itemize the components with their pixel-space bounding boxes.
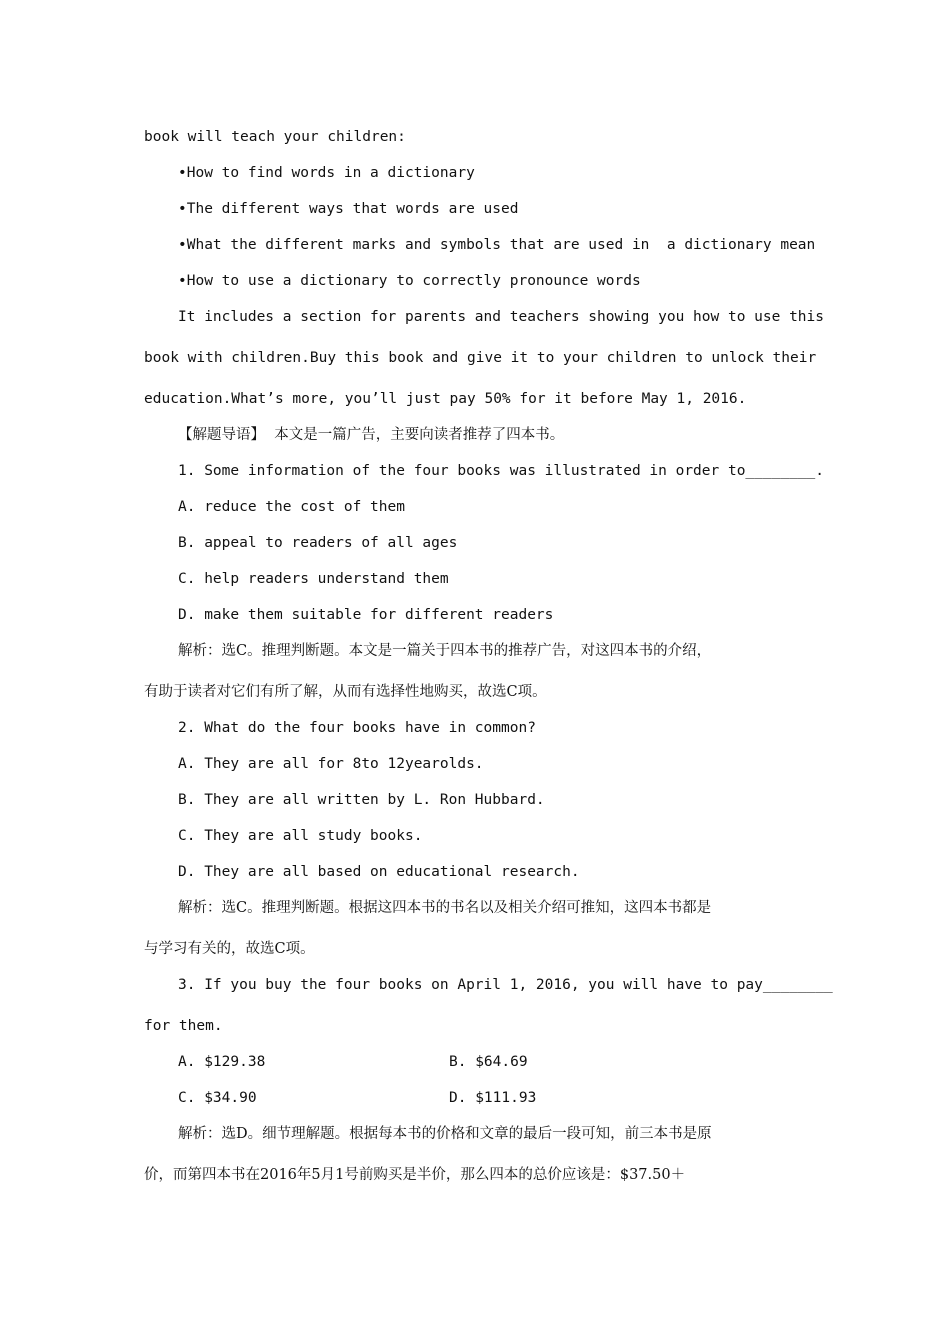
explanation-text: 解析：选C。推理判断题。本文是一篇关于四本书的推荐广告，对这四本书的介绍， (178, 643, 712, 659)
answer-option: D. They are all based on educational research. (178, 864, 580, 880)
bullet-item: •What the different marks and symbols that are used in a dictionary mean (178, 237, 816, 253)
bullet-item: •How to use a dictionary to correctly pronounce words (178, 273, 641, 289)
bullet-item: •How to find words in a dictionary (178, 165, 475, 181)
question-text: 3. If you buy the four books on April 1, 2016, you will have to pay________ (178, 977, 833, 993)
text-line: education.What’s more, you’ll just pay 50% for it before May 1, 2016. (144, 391, 747, 407)
explanation-text: 价，而第四本书在2016年5月1号前购买是半价，那么四本的总价应该是：$37.50＋ (144, 1167, 686, 1183)
text-line: It includes a section for parents and teachers showing you how to use this (178, 309, 825, 325)
explanation-text: 与学习有关的，故选C项。 (144, 941, 315, 957)
explanation-text: 解析：选C。推理判断题。根据这四本书的书名以及相关介绍可推知，这四本书都是 (178, 900, 712, 916)
answer-option: B. They are all written by L. Ron Hubbard. (178, 792, 545, 808)
answer-option: A. reduce the cost of them (178, 499, 405, 515)
answer-option: C. They are all study books. (178, 828, 423, 844)
answer-option: D. make them suitable for different readers (178, 607, 554, 623)
answer-option: B. $64.69 (449, 1054, 528, 1070)
answer-option: A. They are all for 8to 12yearolds. (178, 756, 484, 772)
explanation-text: 有助于读者对它们有所了解，从而有选择性地购买，故选C项。 (144, 684, 547, 700)
answer-option: A. $129.38 (178, 1054, 266, 1070)
bullet-item: •The different ways that words are used (178, 201, 519, 217)
answer-option: B. appeal to readers of all ages (178, 535, 458, 551)
answer-option: C. $34.90 (178, 1090, 257, 1106)
answer-option: D. $111.93 (449, 1090, 537, 1106)
question-text: 2. What do the four books have in common? (178, 720, 536, 736)
guide-heading: 【解题导语】 本文是一篇广告，主要向读者推荐了四本书。 (178, 427, 565, 443)
question-text: for them. (144, 1018, 223, 1034)
text-line: book will teach your children: (144, 129, 406, 145)
question-text: 1. Some information of the four books was illustrated in order to________. (178, 463, 825, 479)
answer-option: C. help readers understand them (178, 571, 449, 587)
explanation-text: 解析：选D。细节理解题。根据每本书的价格和文章的最后一段可知，前三本书是原 (178, 1126, 712, 1142)
text-line: book with children.Buy this book and give it to your children to unlock their (144, 350, 817, 366)
